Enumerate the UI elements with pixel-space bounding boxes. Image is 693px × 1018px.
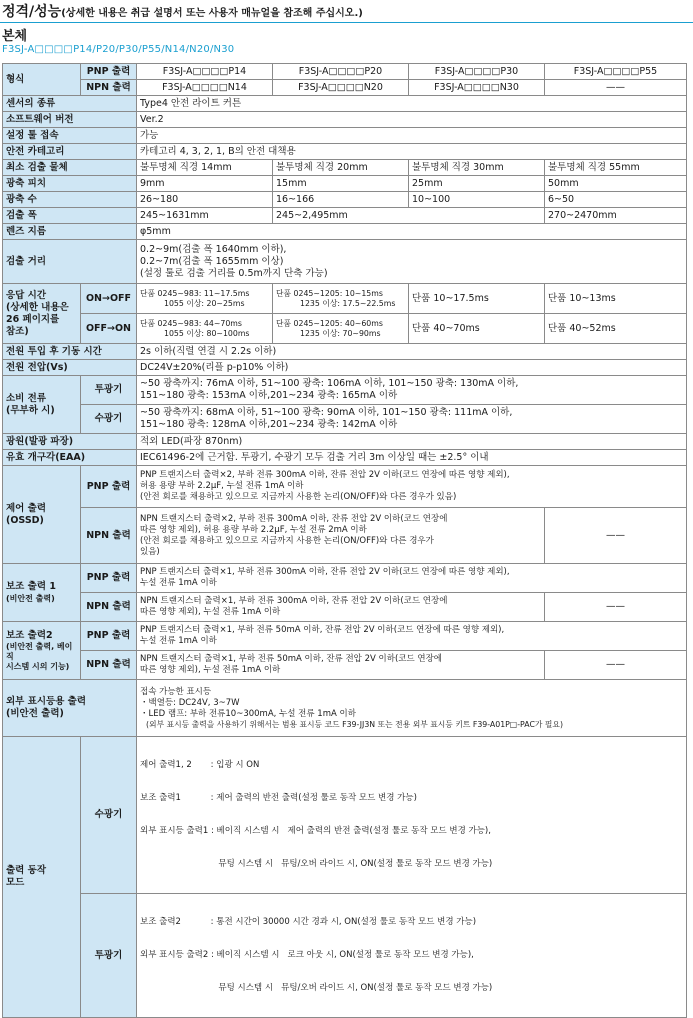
npn-output-label: NPN 출력 xyxy=(81,80,137,96)
mode-tx-label: 투광기 xyxy=(81,894,137,1018)
table-row xyxy=(3,450,687,466)
width-label: 검출 폭 xyxy=(3,208,137,224)
external-label: 외부 표시등용 출력 (비안전 출력) xyxy=(3,680,137,737)
tool-label: 설정 툴 접속 xyxy=(3,128,137,144)
table-row xyxy=(3,80,687,96)
aux1-npn-label: NPN 출력 xyxy=(81,593,137,622)
on-off-c1: 단품 0245~983: 11~17.5ms 1055 이상: 20~25ms xyxy=(137,284,273,314)
lens-value: φ5mm xyxy=(137,224,687,240)
ossd-npn-dash: —— xyxy=(545,508,687,564)
page-note: (상세한 내용은 취급 설명서 또는 사용자 매뉴얼을 참조해 주십시오.) xyxy=(61,8,363,19)
aux1-pnp-value: PNP 트랜지스터 출력×1, 부하 전류 300mA 이하, 잔류 전압 2V 이하(코드 연장에 따른 영향 제외), 누설 전류 1mA 이하 xyxy=(137,564,687,593)
beams-1: 26~180 xyxy=(137,192,273,208)
table-row xyxy=(3,314,687,344)
eaa-label: 유효 개구각(EAA) xyxy=(3,450,137,466)
mode-rx-value: 제어 출력1, 2 : 입광 시 ON 보조 출력1 : 제어 출력의 반전 출력(설정 툴로 동작 모드 변경 가능) 외부 표시등 출력1 : 베이직 시스템 시 제어 출력의 반전 출력(설정 툴로 동작 모드 변경 가능), 뮤팅 시스템 시 뮤팅/오버 라이드 시, ON(설정 툴로 동작 모드 변경 가능) xyxy=(137,737,687,894)
npn-model-3: F3SJ-A□□□□N30 xyxy=(409,80,545,96)
table-row xyxy=(3,564,687,593)
table-row xyxy=(3,508,687,564)
npn-model-4: —— xyxy=(545,80,687,96)
table-row xyxy=(3,112,687,128)
mode-tx-value: 보조 출력2 : 통전 시간이 30000 시간 경과 시, ON(설정 툴로 동작 모드 변경 가능) 외부 표시등 출력2 : 베이직 시스템 시 로크 아웃 시, ON(설정 툴로 동작 모드 변경 가능), 뮤팅 시스템 시 뮤팅/오버 라이드 시, ON(설정 툴로 동작 모드 변경 가능) xyxy=(137,894,687,1018)
table-row xyxy=(3,208,687,224)
pitch-label: 광축 피치 xyxy=(3,176,137,192)
current-tx-label: 투광기 xyxy=(81,376,137,405)
min-object-4: 불투명체 직경 55mm xyxy=(545,160,687,176)
table-row xyxy=(3,593,687,622)
pnp-model-4: F3SJ-A□□□□P55 xyxy=(545,64,687,80)
pitch-2: 15mm xyxy=(273,176,409,192)
tool-value: 가능 xyxy=(137,128,687,144)
on-off-c4: 단품 10~13ms xyxy=(545,284,687,314)
aux1-pnp-label: PNP 출력 xyxy=(81,564,137,593)
ossd-pnp-label: PNP 출력 xyxy=(81,466,137,508)
width-1: 245~1631mm xyxy=(137,208,273,224)
model-list: F3SJ-A□□□□P14/P20/P30/P55/N14/N20/N30 xyxy=(2,44,235,55)
table-row xyxy=(3,622,687,651)
pnp-model-1: F3SJ-A□□□□P14 xyxy=(137,64,273,80)
ossd-pnp-value: PNP 트랜지스터 출력×2, 부하 전류 300mA 이하, 잔류 전압 2V 이하(코드 연장에 따른 영향 제외), 허용 용량 부하 2.2μF, 누설 전류 1mA 이하 (안전 회로를 채용하고 있으므로 지금까지 사용한 논리(ON/OFF)와 다른 경우가 있음) xyxy=(137,466,687,508)
table-row xyxy=(3,96,687,112)
current-tx-value: ~50 광축까지: 76mA 이하, 51~100 광축: 106mA 이하, 101~150 광축: 130mA 이하, 151~180 광축: 153mA 이하,201~234 광축: 165mA 이하 xyxy=(137,376,687,405)
pitch-3: 25mm xyxy=(409,176,545,192)
table-row xyxy=(3,737,687,894)
section-title: 본체 xyxy=(2,29,28,44)
voltage-label: 전원 전압(Vs) xyxy=(3,360,137,376)
table-row xyxy=(3,434,687,450)
voltage-value: DC24V±20%(리플 p-p10% 이하) xyxy=(137,360,687,376)
light-label: 광원(발광 파장) xyxy=(3,434,137,450)
on-off-c2: 단품 0245~1205: 10~15ms 1235 이상: 17.5~22.5ms xyxy=(273,284,409,314)
table-row xyxy=(3,144,687,160)
width-2: 245~2,495mm xyxy=(273,208,545,224)
current-label: 소비 전류 (무부하 시) xyxy=(3,376,81,434)
table-row xyxy=(3,176,687,192)
table-row xyxy=(3,360,687,376)
external-value: 접속 가능한 표시등 ・백열등: DC24V, 3~7W ・LED 램프: 부하 전류10~300mA, 누설 전류 1mA 이하 (외부 표시등 출력을 사용하기 위해서는 범용 표시등 코드 F39-JJ3N 또는 전용 외부 표시등 키트 F39-A01P□-PAC가 필요) xyxy=(137,680,687,737)
type-label: 형식 xyxy=(3,64,81,96)
table-row xyxy=(3,128,687,144)
category-value: 카테고리 4, 3, 2, 1, B의 안전 대책용 xyxy=(137,144,687,160)
page-title: 정격/성능(상세한 내용은 취급 설명서 또는 사용자 매뉴얼을 참조해 주십시오.) xyxy=(2,4,363,20)
off-on-c4: 단품 40~52ms xyxy=(545,314,687,344)
current-rx-value: ~50 광축까지: 68mA 이하, 51~100 광축: 90mA 이하, 101~150 광축: 111mA 이하, 151~180 광축: 128mA 이하,201~234 광축: 142mA 이하 xyxy=(137,405,687,434)
beams-3: 10~100 xyxy=(409,192,545,208)
current-rx-label: 수광기 xyxy=(81,405,137,434)
sensor-type-value: Type4 안전 라이트 커튼 xyxy=(137,96,687,112)
aux2-pnp-value: PNP 트랜지스터 출력×1, 부하 전류 50mA 이하, 잔류 전압 2V 이하(코드 연장에 따른 영향 제외), 누설 전류 1mA 이하 xyxy=(137,622,687,651)
aux1-npn-value: NPN 트랜지스터 출력×1, 부하 전류 300mA 이하, 잔류 전압 2V 이하(코드 연장에 따른 영향 제외), 누설 전류 1mA 이하 xyxy=(137,593,545,622)
table-row xyxy=(3,224,687,240)
off-on-c2: 단품 0245~1205: 40~60ms 1235 이상: 70~90ms xyxy=(273,314,409,344)
table-row xyxy=(3,344,687,360)
off-on-c3: 단품 40~70ms xyxy=(409,314,545,344)
pitch-4: 50mm xyxy=(545,176,687,192)
table-row xyxy=(3,680,687,737)
software-label: 소프트웨어 버전 xyxy=(3,112,137,128)
title-bar xyxy=(0,0,693,23)
table-row xyxy=(3,466,687,508)
sensor-type-label: 센서의 종류 xyxy=(3,96,137,112)
table-row xyxy=(3,160,687,176)
ossd-label: 제어 출력 (OSSD) xyxy=(3,466,81,564)
spec-table xyxy=(2,63,687,1018)
table-row xyxy=(3,405,687,434)
response-label: 응답 시간 (상세한 내용은 26 페이지를 참조) xyxy=(3,284,81,344)
min-object-label: 최소 검출 물체 xyxy=(3,160,137,176)
aux2-pnp-label: PNP 출력 xyxy=(81,622,137,651)
pitch-1: 9mm xyxy=(137,176,273,192)
npn-model-1: F3SJ-A□□□□N14 xyxy=(137,80,273,96)
software-value: Ver.2 xyxy=(137,112,687,128)
table-row xyxy=(3,64,687,80)
npn-model-2: F3SJ-A□□□□N20 xyxy=(273,80,409,96)
min-object-2: 불투명체 직경 20mm xyxy=(273,160,409,176)
mode-label: 출력 동작 모드 xyxy=(3,737,81,1018)
on-off-c3: 단품 10~17.5ms xyxy=(409,284,545,314)
off-on-label: OFF→ON xyxy=(81,314,137,344)
distance-label: 검출 거리 xyxy=(3,240,137,284)
aux1-label: 보조 출력 1 (비안전 출력) xyxy=(3,564,81,622)
aux2-label: 보조 출력2 (비안전 출력, 베이직 시스템 시의 기능) xyxy=(3,622,81,680)
off-on-c1: 단품 0245~983: 44~70ms 1055 이상: 80~100ms xyxy=(137,314,273,344)
beams-4: 6~50 xyxy=(545,192,687,208)
category-label: 안전 카테고리 xyxy=(3,144,137,160)
eaa-value: IEC61496-2에 근거함. 투광기, 수광기 모두 검출 거리 3m 이상일 때는 ±2.5° 이내 xyxy=(137,450,687,466)
on-off-label: ON→OFF xyxy=(81,284,137,314)
min-object-3: 불투명체 직경 30mm xyxy=(409,160,545,176)
table-row xyxy=(3,376,687,405)
table-row xyxy=(3,240,687,284)
pnp-model-3: F3SJ-A□□□□P30 xyxy=(409,64,545,80)
aux2-npn-dash: —— xyxy=(545,651,687,680)
min-object-1: 불투명체 직경 14mm xyxy=(137,160,273,176)
startup-label: 전원 투입 후 기동 시간 xyxy=(3,344,137,360)
pnp-output-label: PNP 출력 xyxy=(81,64,137,80)
width-3: 270~2470mm xyxy=(545,208,687,224)
beams-2: 16~166 xyxy=(273,192,409,208)
beams-label: 광축 수 xyxy=(3,192,137,208)
table-row xyxy=(3,894,687,1018)
light-value: 적외 LED(파장 870nm) xyxy=(137,434,687,450)
aux1-npn-dash: —— xyxy=(545,593,687,622)
ossd-npn-label: NPN 출력 xyxy=(81,508,137,564)
ossd-npn-value: NPN 트랜지스터 출력×2, 부하 전류 300mA 이하, 잔류 전압 2V 이하(코드 연장에 따른 영향 제외), 허용 용량 부하 2.2μF, 누설 전류 2mA 이하 (안전 회로를 채용하고 있으므로 지금까지 사용한 논리(ON/OFF)와 다른 경우가 있음) xyxy=(137,508,545,564)
aux2-npn-label: NPN 출력 xyxy=(81,651,137,680)
mode-rx-label: 수광기 xyxy=(81,737,137,894)
distance-value: 0.2~9m(검출 폭 1640mm 이하), 0.2~7m(검출 폭 1655mm 이상) (설정 툴로 검출 거리를 0.5m까지 단축 가능) xyxy=(137,240,687,284)
pnp-model-2: F3SJ-A□□□□P20 xyxy=(273,64,409,80)
table-row xyxy=(3,651,687,680)
aux2-npn-value: NPN 트랜지스터 출력×1, 부하 전류 50mA 이하, 잔류 전압 2V 이하(코드 연장에 따른 영향 제외), 누설 전류 1mA 이하 xyxy=(137,651,545,680)
startup-value: 2s 이하(직렬 연결 시 2.2s 이하) xyxy=(137,344,687,360)
table-row xyxy=(3,284,687,314)
table-row xyxy=(3,192,687,208)
lens-label: 렌즈 지름 xyxy=(3,224,137,240)
